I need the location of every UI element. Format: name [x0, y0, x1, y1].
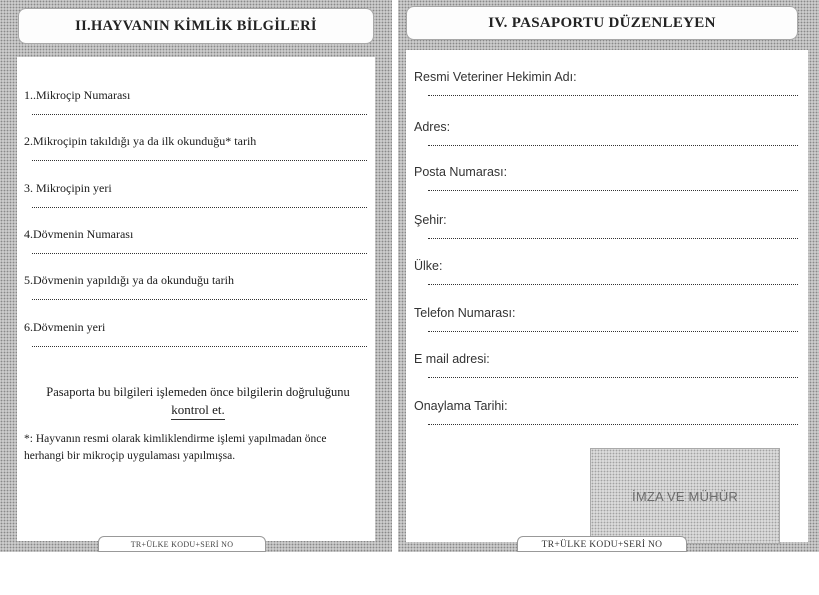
- tattoo-number-field[interactable]: [24, 227, 367, 254]
- animal-identity-page: [0, 0, 392, 552]
- address-field[interactable]: [414, 120, 798, 146]
- dotted-line: [428, 331, 798, 332]
- note-line: Pasaporta bu bilgileri işlemeden önce bilgilerin doğruluğunu: [46, 385, 350, 399]
- approval-date-field[interactable]: [414, 399, 798, 425]
- dotted-line: [32, 207, 367, 208]
- phone-number-field[interactable]: [414, 306, 798, 332]
- dotted-line: [428, 424, 798, 425]
- bottom-tab-label: TR+ÜLKE KODU+SERİ NO: [517, 536, 687, 552]
- dotted-line: [428, 377, 798, 378]
- postal-code-field[interactable]: [414, 165, 798, 191]
- stamp-label: İMZA VE MÜHÜR: [632, 488, 738, 504]
- issuer-form: [406, 50, 808, 542]
- field-label: 6.Dövmenin yeri: [24, 320, 106, 334]
- tattoo-date-field[interactable]: [24, 273, 367, 300]
- section-title: II.HAYVANIN KİMLİK BİLGİLERİ: [18, 8, 374, 44]
- field-label: Resmi Veteriner Hekimin Adı:: [414, 70, 577, 84]
- field-label: E mail adresi:: [414, 352, 490, 366]
- verification-note: [29, 383, 367, 420]
- field-label: Ülke:: [414, 259, 443, 273]
- dotted-line: [428, 284, 798, 285]
- tattoo-location-field[interactable]: [24, 320, 367, 347]
- field-label: 5.Dövmenin yapıldığı ya da okunduğu tarih: [24, 273, 234, 287]
- dotted-line: [428, 238, 798, 239]
- city-field[interactable]: [414, 213, 798, 239]
- email-field[interactable]: [414, 352, 798, 378]
- field-label: 4.Dövmenin Numarası: [24, 227, 134, 241]
- passport-issuer-page: [398, 0, 819, 552]
- identity-form: [17, 57, 375, 541]
- field-label: Adres:: [414, 120, 451, 134]
- dotted-line: [428, 190, 798, 191]
- footnote: *: Hayvanın resmi olarak kimliklendirme işlemi yapılmadan önce herhangi bir mikroçip uygulaması yapılmışsa.: [24, 433, 327, 462]
- note-line-emphasis: kontrol et.: [171, 401, 224, 420]
- field-label: 3. Mikroçipin yeri: [24, 181, 112, 195]
- field-label: Posta Numarası:: [414, 165, 508, 179]
- field-label: 2.Mikroçipin takıldığı ya da ilk okunduğu* tarih: [24, 134, 257, 148]
- field-label: 1..Mikroçip Numarası: [24, 88, 131, 102]
- dotted-line: [32, 299, 367, 300]
- section-title: IV. PASAPORTU DÜZENLEYEN: [406, 6, 798, 40]
- bottom-tab-label: TR+ÜLKE KODU+SERİ NO: [98, 536, 266, 552]
- microchip-number-field[interactable]: [24, 88, 367, 115]
- dotted-line: [32, 114, 367, 115]
- dotted-line: [32, 253, 367, 254]
- dotted-line: [32, 160, 367, 161]
- microchip-location-field[interactable]: [24, 181, 367, 208]
- dotted-line: [32, 346, 367, 347]
- vet-name-field[interactable]: [414, 70, 798, 96]
- signature-stamp-box[interactable]: [590, 448, 780, 544]
- dotted-line: [428, 145, 798, 146]
- country-field[interactable]: [414, 259, 798, 285]
- field-label: Şehir:: [414, 213, 447, 227]
- microchip-date-field[interactable]: [24, 134, 367, 161]
- field-label: Onaylama Tarihi:: [414, 399, 508, 413]
- dotted-line: [428, 95, 798, 96]
- field-label: Telefon Numarası:: [414, 306, 516, 320]
